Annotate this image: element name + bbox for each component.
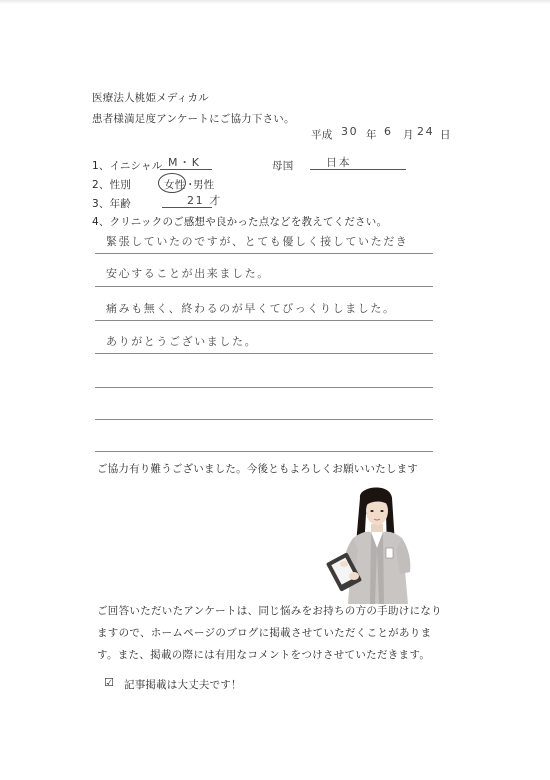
answer-rule-3 bbox=[95, 320, 433, 321]
initials-value: M・K bbox=[168, 156, 201, 169]
country-line bbox=[310, 169, 406, 170]
answer-line-3: 痛みも無く、終わるのが早くてびっくりしました。 bbox=[106, 302, 396, 315]
answer-line-4: ありがとうございました。 bbox=[106, 335, 258, 348]
gender-female-option: 女性 bbox=[164, 179, 186, 191]
answer-rule-2 bbox=[95, 286, 433, 287]
scan-edge bbox=[0, 0, 550, 4]
country-value: 日本 bbox=[326, 156, 352, 169]
year-value: 30 bbox=[341, 125, 359, 138]
answer-rule-7 bbox=[95, 451, 433, 452]
gender-separator: ・ bbox=[185, 179, 196, 191]
survey-title: 患者様満足度アンケートにご協力下さい。 bbox=[92, 113, 295, 125]
month-label: 月 bbox=[403, 129, 414, 141]
disclosure-paragraph: ご回答いただいたアンケートは、同じ悩みをお持ちの方の手助けになりますので、ホームページのブログに掲載させていただくことがあります。また、掲載の際には有用なコメントをつけさせていただきます。 bbox=[97, 605, 442, 661]
answer-rule-1 bbox=[95, 253, 433, 254]
clinic-name: 医療法人桃姫メディカル bbox=[92, 92, 209, 104]
staff-woman-image bbox=[320, 484, 430, 612]
q3-label: 3、年齢 bbox=[92, 198, 131, 210]
year-label: 年 bbox=[366, 129, 377, 141]
answer-rule-5 bbox=[95, 387, 433, 388]
thanks-message: ご協力有り難うございました。今後ともよろしくお願いいたします bbox=[97, 463, 418, 475]
checkbox-checked-icon[interactable]: ☑ bbox=[104, 676, 114, 689]
age-value: 21 才 bbox=[187, 194, 222, 207]
day-label: 日 bbox=[440, 129, 451, 141]
q2-label: 2、性別 bbox=[92, 179, 131, 191]
answer-line-2: 安心することが出来ました。 bbox=[106, 267, 270, 280]
answer-rule-6 bbox=[95, 419, 433, 420]
q1-label: 1、イニシャル bbox=[92, 160, 163, 172]
country-label: 母国 bbox=[272, 160, 294, 172]
selected-circle-mark bbox=[158, 173, 186, 193]
month-value: 6 bbox=[384, 125, 393, 138]
era-label: 平成 bbox=[311, 129, 333, 141]
answer-rule-4 bbox=[95, 353, 433, 354]
gender-male-option: 男性 bbox=[193, 179, 215, 191]
age-line bbox=[162, 207, 212, 208]
day-value: 24 bbox=[417, 125, 435, 138]
initials-line bbox=[160, 169, 212, 170]
q4-label: 4、クリニックのご感想や良かった点などを教えてください。 bbox=[92, 216, 388, 228]
answer-line-1: 緊張していたのですが、とても優しく接していただき bbox=[106, 235, 409, 248]
consent-label: 記事掲載は大丈夫です！ bbox=[124, 679, 242, 691]
